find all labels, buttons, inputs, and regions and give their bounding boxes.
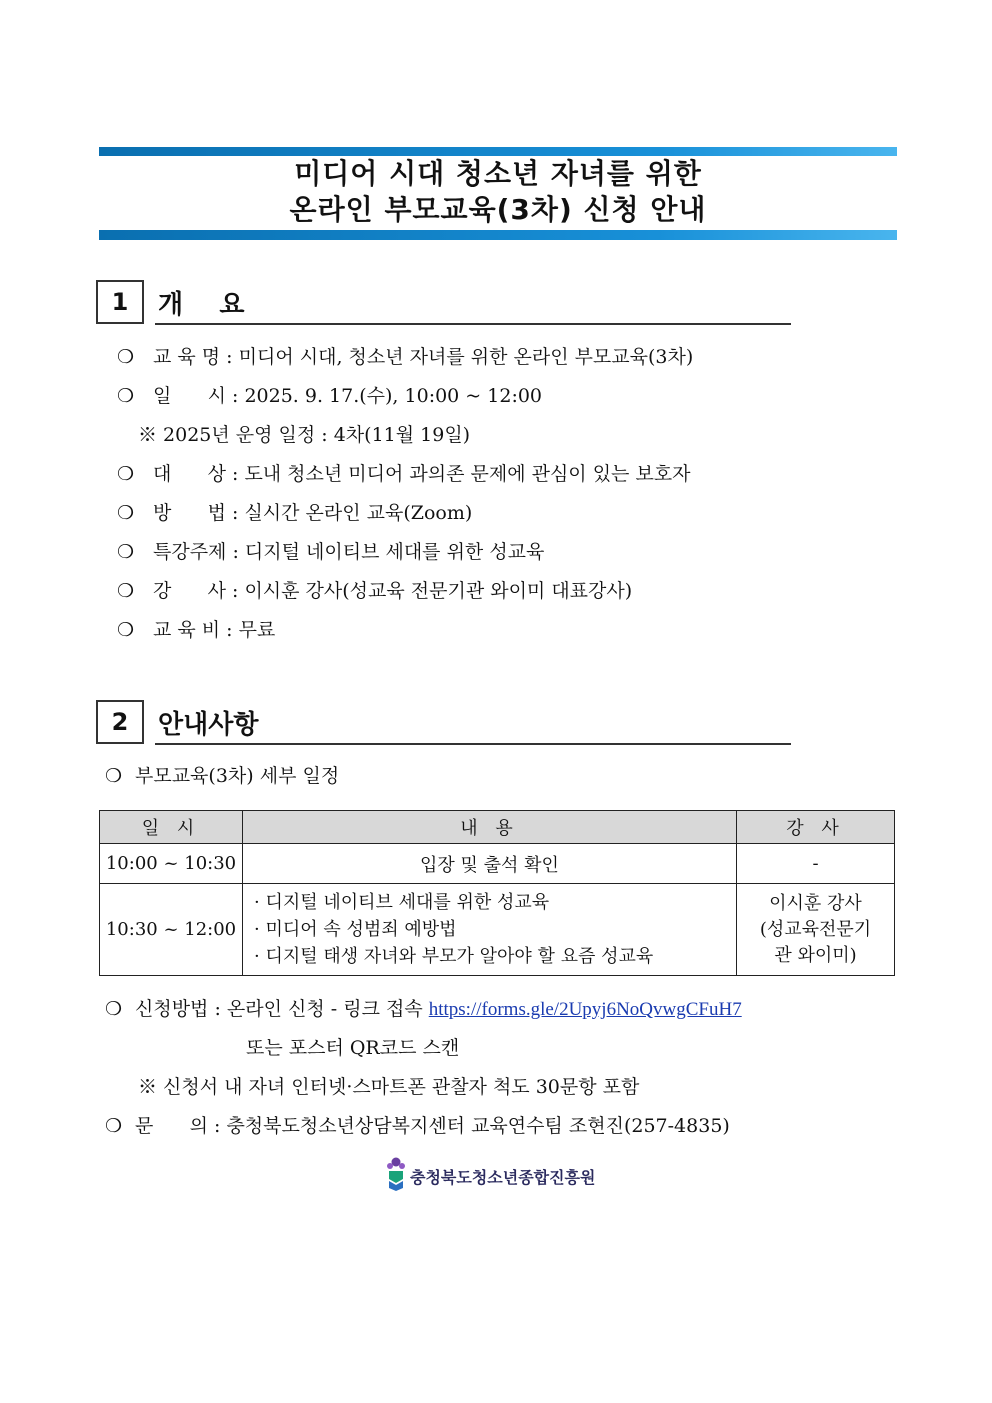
apply-method	[105, 997, 742, 1022]
section-1-number: 1	[96, 280, 144, 324]
schedule-table	[99, 810, 895, 976]
bullet-icon: ❍	[117, 385, 135, 407]
overview-item-method	[117, 501, 472, 525]
bullet-icon: ❍	[117, 541, 135, 563]
section-1-heading: 개 요	[158, 290, 245, 320]
overview-item-date	[117, 384, 542, 408]
title-bar-bottom	[99, 230, 897, 240]
apply-link[interactable]: https://forms.gle/2Upyj6NoQvwgCFuH7	[428, 999, 742, 1020]
overview-item-fee	[117, 618, 275, 642]
overview-item-topic	[117, 540, 544, 564]
bullet-icon: ❍	[105, 765, 123, 787]
table-cell-speaker: -	[737, 844, 895, 884]
speaker-line: 이시훈 강사	[769, 892, 862, 914]
item-label: 교 육 명 :	[153, 346, 233, 368]
table-header-time: 일 시	[100, 811, 243, 844]
youth-foundation-emblem-icon	[386, 1157, 406, 1195]
item-value: 이시훈 강사(성교육 전문기관 와이미 대표강사)	[244, 580, 633, 602]
section-1-underline	[155, 323, 791, 325]
section-2-heading: 안내사항	[158, 710, 259, 740]
table-header-row	[100, 811, 895, 844]
table-cell-content	[243, 884, 737, 976]
table-cell-speaker	[737, 884, 895, 976]
bullet-icon: ❍	[117, 619, 135, 641]
speaker-line: (성교육전문기	[759, 918, 872, 940]
bullet-icon: ❍	[117, 502, 135, 524]
table-header-content: 내 용	[243, 811, 737, 844]
schedule-intro	[105, 764, 339, 788]
bullet-icon: ❍	[105, 998, 123, 1020]
content-list-item: · 디지털 네이티브 세대를 위한 성교육	[254, 892, 550, 913]
table-row	[100, 884, 895, 976]
title-line-1: 미디어 시대 청소년 자녀를 위한	[294, 157, 702, 190]
bullet-icon: ❍	[117, 463, 135, 485]
title-line-2: 온라인 부모교육(3차) 신청 안내	[289, 193, 707, 226]
item-label: 대 상 :	[153, 463, 239, 485]
bullet-icon: ❍	[117, 580, 135, 602]
item-label: 강 사 :	[153, 580, 239, 602]
table-cell-time: 10:30 ~ 12:00	[100, 884, 243, 976]
table-row	[100, 844, 895, 884]
speaker-line: 관 와이미)	[774, 944, 857, 966]
schedule-intro-text: 부모교육(3차) 세부 일정	[135, 765, 340, 787]
table-cell-time: 10:00 ~ 10:30	[100, 844, 243, 884]
apply-alternative: 또는 포스터 QR코드 스캔	[246, 1037, 460, 1059]
contact-label: 문 의 :	[135, 1115, 221, 1137]
item-value: 무료	[238, 619, 276, 641]
schedule-note: ※ 2025년 운영 일정 : 4차(11월 19일)	[138, 424, 471, 446]
table-header-speaker: 강 사	[737, 811, 895, 844]
item-value: 실시간 온라인 교육(Zoom)	[244, 502, 473, 524]
contact	[105, 1114, 730, 1138]
page-title	[99, 156, 897, 228]
apply-label: 신청방법 :	[135, 998, 221, 1020]
overview-item-target	[117, 462, 691, 486]
item-label: 특강주제 :	[153, 541, 239, 563]
table-cell-content: 입장 및 출석 확인	[243, 844, 737, 884]
bullet-icon: ❍	[105, 1115, 123, 1137]
title-bar-top	[99, 147, 897, 156]
item-label: 교 육 비 :	[153, 619, 233, 641]
item-label: 방 법 :	[153, 502, 239, 524]
overview-item-speaker	[117, 579, 632, 603]
contact-value: 충청북도청소년상담복지센터 교육연수팀 조현진(257-4835)	[226, 1115, 730, 1137]
item-value: 도내 청소년 미디어 과의존 문제에 관심이 있는 보호자	[244, 463, 691, 485]
apply-note: ※ 신청서 내 자녀 인터넷·스마트폰 관찰자 척도 30문항 포함	[138, 1076, 640, 1098]
foundation-logo	[386, 1157, 595, 1195]
item-value: 디지털 네이티브 세대를 위한 성교육	[244, 541, 545, 563]
content-list-item: · 디지털 태생 자녀와 부모가 알아야 할 요즘 성교육	[254, 946, 654, 967]
content-list-item: · 미디어 속 성범죄 예방법	[254, 919, 457, 940]
overview-item-course-name	[117, 345, 693, 369]
item-label: 일 시 :	[153, 385, 239, 407]
section-2-underline	[155, 743, 791, 745]
item-value: 미디어 시대, 청소년 자녀를 위한 온라인 부모교육(3차)	[238, 346, 694, 368]
apply-method-text: 온라인 신청 - 링크 접속	[226, 998, 423, 1020]
section-2-number: 2	[96, 700, 144, 744]
item-value: 2025. 9. 17.(수), 10:00 ~ 12:00	[244, 385, 543, 407]
bullet-icon: ❍	[117, 346, 135, 368]
logo-text: 충청북도청소년종합진흥원	[410, 1167, 596, 1187]
